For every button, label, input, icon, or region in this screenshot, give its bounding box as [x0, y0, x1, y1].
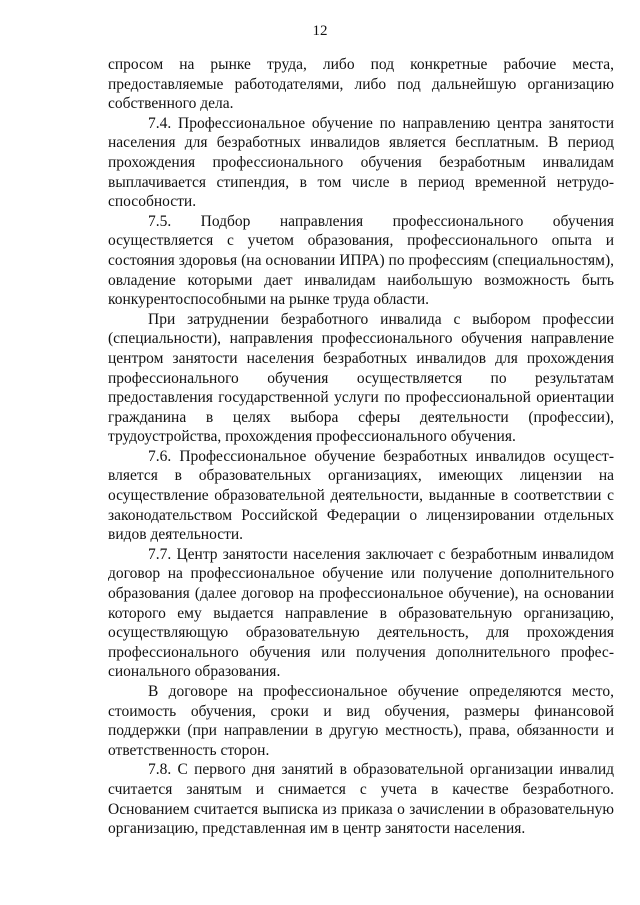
paragraph-7-7: 7.7. Центр занятости населения заключает с безработным инвалидом договор на профессиональное обучение или получение дополнительного образования (далее договор на профессиональное обучение), на основании которого ему выдается направление в образовательную организацию, осуществляющую образовательную деятельность, для прохождения профессионального обучения или получения дополнительного профессионального образования. [108, 545, 614, 681]
paragraph-7-4: 7.4. Профессиональное обучение по направлению центра занятости населения для безработных инвалидов является бесплатным. В период прохождения профессионального обучения безработным инвалидам выплачивается стипендия, в том числе в период временной нетрудоспособности. [108, 114, 614, 211]
paragraph-7-6: 7.6. Профессиональное обучение безработных инвалидов осуществляется в образовательных организациях, имеющих лицензии на осуществление образовательной деятельности, выданные в соответствии с законодательством Российской Федерации о лицензировании отдельных видов деятельности. [108, 447, 614, 544]
page-number: 12 [312, 23, 328, 39]
paragraph-profession-choice: При затруднении безработного инвалида с выбором профессии (специальности), направления профессионального обучения направление центром занятости населения безработных инвалидов для прохождения профессионального обучения осуществляется по результатам предоставления государственной услуги по профессиональной ориентации гражданина в целях выбора сферы деятельности (профессии), трудоустройства, прохождения профессионального обучения. [108, 310, 614, 446]
paragraph-7-8: 7.8. С первого дня занятий в образовательной организации инвалид считается занятым и снимается с учета в качестве безработного. Основанием считается выписка из приказа о зачислении в образовательную организацию, представленная им в центр занятости населения. [108, 761, 614, 838]
paragraph-contract-terms: В договоре на профессиональное обучение определяются место, стоимость обучения, сроки и вид обучения, размеры финансовой поддержки (при направлении в другую местность), права, обязанности и ответственность сторон. [108, 683, 614, 759]
paragraph-7-5: 7.5. Подбор направления профессионального обучения осуществляется с учетом образования, профессионального опыта и состояния здоровья (на основании ИПРА) по профессиям (специальностям), овладение которыми дает инвалидам наибольшую возможность быть конкурентоспособными на рынке труда области. [108, 212, 614, 309]
document-body [108, 55, 614, 839]
paragraph-continuation: спросом на рынке труда, либо под конкретные рабочие места, предоставляемые работодателями, либо под дальнейшую организацию собственного дела. [108, 56, 614, 113]
